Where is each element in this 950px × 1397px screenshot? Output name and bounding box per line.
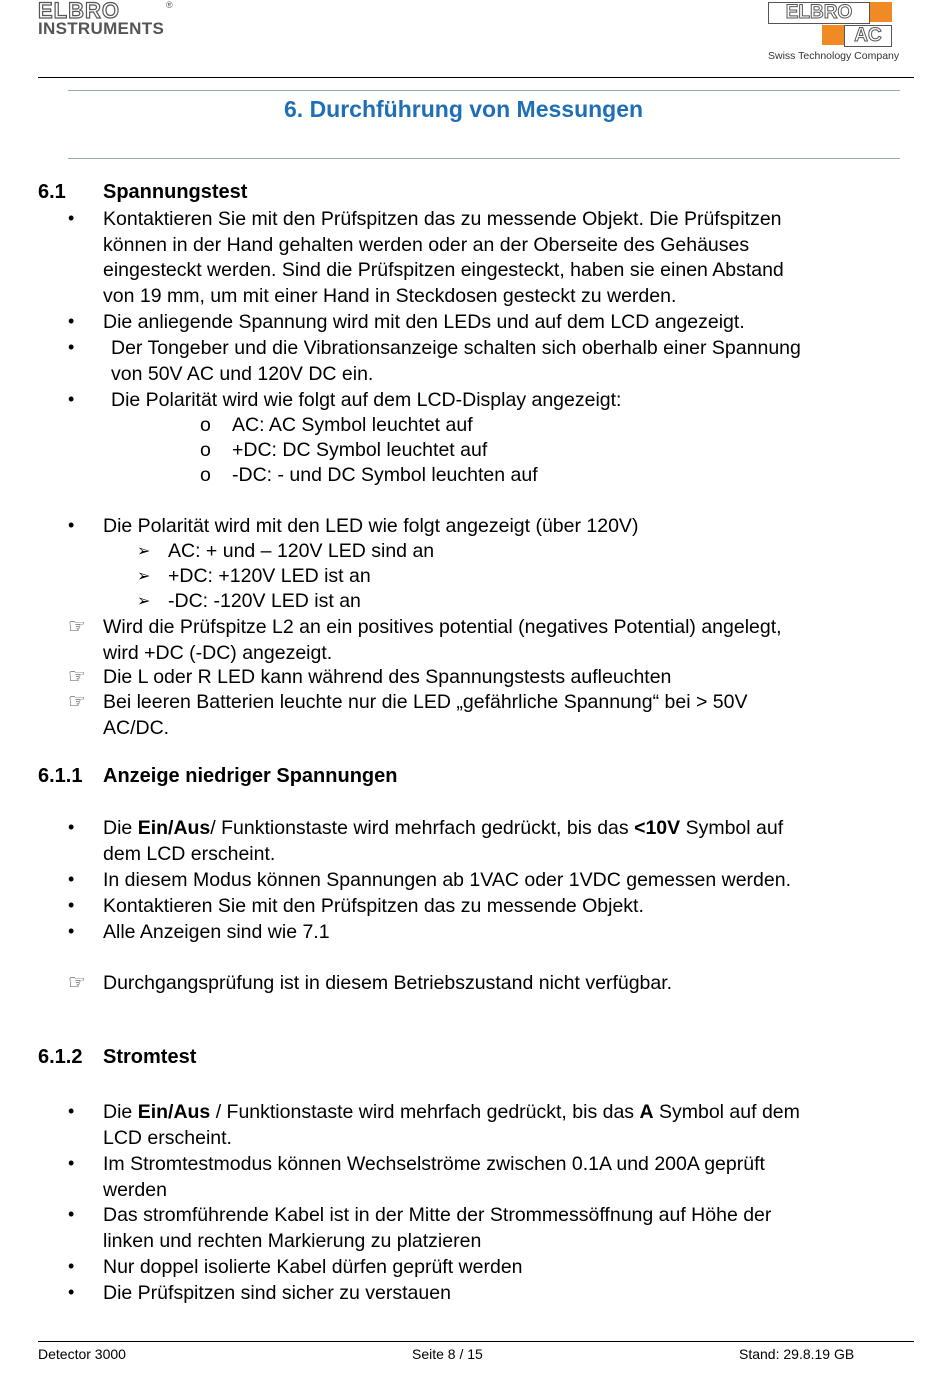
bullet-icon: • <box>68 869 75 889</box>
footer-page-number: Seite 8 / 15 <box>412 1346 483 1362</box>
arrow-item: -DC: -120V LED ist an <box>168 590 361 612</box>
bullet-icon: • <box>68 311 75 331</box>
text-line: LCD erscheint. <box>103 1126 232 1149</box>
text-line: Das stromführende Kabel ist in der Mitte der Strommessöffnung auf Höhe der <box>103 1204 772 1226</box>
text-run: Die <box>103 817 138 839</box>
bullet-icon: • <box>68 1282 75 1302</box>
pointing-hand-icon: ☞ <box>68 666 86 688</box>
bullet-icon: • <box>68 1256 75 1276</box>
chapter-title: 6. Durchführung von Messungen <box>284 96 644 122</box>
text-line: Nur doppel isolierte Kabel dürfen geprüft werden <box>103 1256 523 1278</box>
paragraph <box>103 690 747 741</box>
text-line: Durchgangsprüfung ist in diesem Betriebszustand nicht verfügbar. <box>103 972 673 994</box>
sub-item: -DC: - und DC Symbol leuchten auf <box>232 464 538 486</box>
text-line: Kontaktieren Sie mit den Prüfspitzen das zu messende Objekt. <box>103 895 644 917</box>
logo-tagline: Swiss Technology Company <box>768 50 900 62</box>
sub-marker: o <box>200 439 211 461</box>
sub-item: AC: AC Symbol leuchtet auf <box>232 414 473 436</box>
bullet-icon: • <box>68 1101 75 1121</box>
arrow-item: AC: + und – 120V LED sind an <box>168 540 435 562</box>
pointing-hand-icon: ☞ <box>68 616 86 638</box>
text-line: Die anliegende Spannung wird mit den LEDs und auf dem LCD angezeigt. <box>103 311 745 333</box>
pointing-hand-icon: ☞ <box>68 691 86 713</box>
text-line: Der Tongeber und die Vibrationsanzeige schalten sich oberhalb einer Spannung <box>111 337 801 359</box>
text-line: AC/DC. <box>103 716 170 739</box>
text-line: dem LCD erscheint. <box>103 842 276 865</box>
bullet-icon: • <box>68 1153 75 1173</box>
bullet-icon: • <box>68 921 75 941</box>
bullet-icon: • <box>68 515 75 535</box>
arrow-icon: ➢ <box>137 593 151 610</box>
text-line: wird +DC (-DC) angezeigt. <box>103 641 333 664</box>
section-number-6-1-2: 6.1.2 <box>38 1046 83 1068</box>
section-number-6-1: 6.1 <box>38 181 66 203</box>
text-line: Bei leeren Batterien leuchte nur die LED „gefährliche Spannung“ bei > 50V <box>103 691 748 713</box>
bullet-icon: • <box>68 208 75 228</box>
text-line: können in der Hand gehalten werden oder an der Oberseite des Gehäuses <box>103 233 750 256</box>
text-line: Wird die Prüfspitze L2 an ein positives potential (negatives Potential) angelegt, <box>103 616 782 638</box>
arrow-icon: ➢ <box>137 568 151 585</box>
bold-run: A <box>639 1101 654 1123</box>
bullet-icon: • <box>68 817 75 837</box>
text-line: linken und rechten Markierung zu platzieren <box>103 1229 482 1252</box>
section-title-6-1: Spannungstest <box>103 181 248 203</box>
text-line: Die Polarität wird wie folgt auf dem LCD-Display angezeigt: <box>111 389 622 411</box>
title-rule-top <box>68 90 900 91</box>
bold-run: Ein/Aus <box>137 1101 211 1123</box>
logo-elbro-instruments <box>38 0 173 38</box>
text-line: eingesteckt werden. Sind die Prüfspitzen eingesteckt, haben sie einen Abstand <box>103 259 784 281</box>
pointing-hand-icon: ☞ <box>68 972 86 994</box>
bullet-icon: • <box>68 895 75 915</box>
paragraph <box>103 816 783 867</box>
paragraph <box>103 615 782 666</box>
paragraph <box>103 1152 765 1203</box>
text-line: Die Prüfspitzen sind sicher zu verstauen <box>103 1282 451 1304</box>
text-line: Im Stromtestmodus können Wechselströme zwischen 0.1A und 200A geprüft <box>103 1153 765 1175</box>
paragraph <box>103 207 784 309</box>
text-line: Die Polarität wird mit den LED wie folgt angezeigt (über 120V) <box>103 515 639 537</box>
paragraph <box>111 336 801 387</box>
text-line: Alle Anzeigen sind wie 7.1 <box>103 921 330 943</box>
text-run: Symbol auf dem <box>653 1101 800 1123</box>
title-rule-bottom <box>68 158 900 159</box>
footer-rule <box>38 1341 914 1342</box>
footer-document-name: Detector 3000 <box>38 1346 126 1362</box>
logo-right-top: ELBRO <box>768 2 870 24</box>
section-number-6-1-1: 6.1.1 <box>38 765 83 787</box>
sub-marker: o <box>200 464 211 486</box>
bullet-icon: • <box>68 1204 75 1224</box>
logo-orange-square <box>870 2 892 22</box>
section-title-6-1-1: Anzeige niedriger Spannungen <box>103 765 398 787</box>
sub-marker: o <box>200 414 211 436</box>
text-run: Die <box>103 1101 138 1123</box>
logo-elbro-ac <box>768 2 900 62</box>
paragraph <box>103 1100 800 1151</box>
logo-orange-square-2 <box>822 25 844 45</box>
logo-left-line1: ELBRO <box>38 0 120 23</box>
paragraph <box>103 1203 771 1254</box>
logo-right-mid: AC <box>844 25 892 47</box>
logo-left-registered: ® <box>166 0 173 10</box>
sub-item: +DC: DC Symbol leuchtet auf <box>232 439 488 461</box>
arrow-item: +DC: +120V LED ist an <box>168 565 371 587</box>
bullet-icon: • <box>68 389 75 409</box>
text-run: / Funktionstaste wird mehrfach gedrückt, bis das <box>210 817 635 839</box>
bold-run: <10V <box>634 817 681 839</box>
text-run: / Funktionstaste wird mehrfach gedrückt, bis das <box>210 1101 640 1123</box>
text-run: Symbol auf <box>680 817 784 839</box>
header-rule <box>38 77 914 78</box>
bold-run: Ein/Aus <box>137 817 211 839</box>
bullet-icon: • <box>68 337 75 357</box>
text-line: von 50V AC und 120V DC ein. <box>111 362 374 385</box>
footer-revision: Stand: 29.8.19 GB <box>739 1346 855 1362</box>
text-line: Die L oder R LED kann während des Spannungstests aufleuchten <box>103 666 672 688</box>
text-line: werden <box>103 1178 167 1201</box>
text-line: Kontaktieren Sie mit den Prüfspitzen das zu messende Objekt. Die Prüfspitzen <box>103 208 782 230</box>
text-line: von 19 mm, um mit einer Hand in Steckdosen gesteckt zu werden. <box>103 284 677 307</box>
section-title-6-1-2: Stromtest <box>103 1046 197 1068</box>
arrow-icon: ➢ <box>137 543 151 560</box>
logo-left-line2: INSTRUMENTS <box>38 19 165 38</box>
text-line: In diesem Modus können Spannungen ab 1VAC oder 1VDC gemessen werden. <box>103 869 791 891</box>
